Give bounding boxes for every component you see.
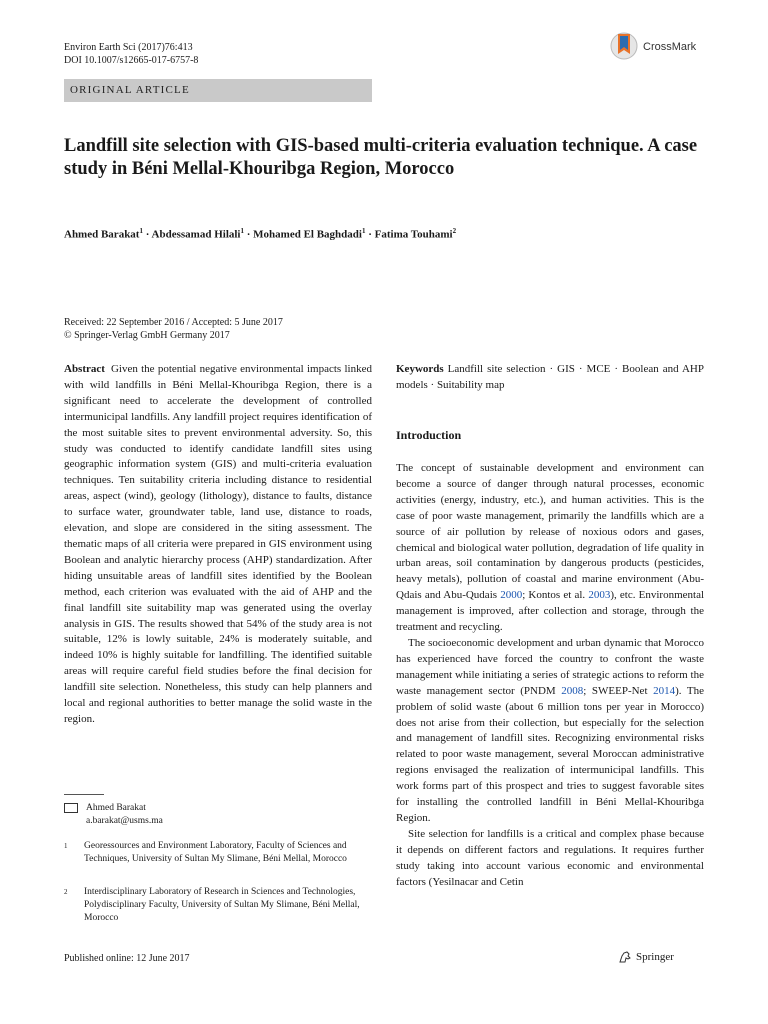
citation-link[interactable]: 2014: [653, 684, 676, 697]
author-name[interactable]: Ahmed Barakat: [64, 228, 140, 241]
corresponding-author: Ahmed Barakat: [86, 803, 146, 813]
citation-link[interactable]: 2000: [500, 589, 523, 602]
crossmark-icon: [610, 30, 638, 64]
author-name[interactable]: Abdessamad Hilali: [151, 228, 241, 241]
affiliation-number: 2: [64, 888, 68, 896]
citation-link[interactable]: 2003: [588, 589, 611, 602]
paragraph-text: ; Kontos et al.: [522, 589, 589, 602]
affiliation-text: Georessources and Environment Laboratory, Faculty of Sciences and Techniques, University of Sultan My Slimane, Béni Mellal, Morocco: [84, 841, 347, 864]
paragraph-text: ). The problem of solid waste (about 6 million tons per year in Morocco) does not arise from their collection, but especially for the selection and management of landfill sites. Recognizing environmental risks related to poor waste management, several Moroccan administrative regions envisaged the realization of intermunicipal landfills. This work forms part of this prospect and tries to suggest favorable sites for installing the controlled landfill in Béni Mellal-Khouribga Region.: [396, 684, 704, 824]
paragraph-text: ; SWEEP-Net: [583, 684, 654, 697]
introduction-body: [396, 461, 704, 890]
paragraph: Site selection for landfills is a critical and complex phase because it depends on different factors and regulations. It requires further study taking into account various economic and environmental factors (Yesilnacar and Cetin: [396, 827, 704, 888]
author-list: Ahmed Barakat$^1$ · Abdessamad Hilali$^1$ · Mohamed El Baghdadi$^1$ · Fatima Touhami$^2$: [64, 227, 457, 241]
abstract: [64, 362, 372, 728]
journal-meta: [64, 41, 198, 67]
publisher-logo: [618, 950, 674, 964]
crossmark-label: CrossMark: [643, 41, 697, 53]
author-name[interactable]: Fatima Touhami: [374, 228, 453, 241]
publication-dates: [64, 316, 283, 342]
affiliation: [64, 840, 364, 866]
author-affiliation-mark: 1: [240, 227, 244, 235]
footnote-separator: [64, 794, 104, 795]
paper-title: Landfill site selection with GIS-based multi-criteria evaluation technique. A case study in Béni Mellal-Khouribga Region, Morocco: [64, 136, 698, 179]
correspondence: [64, 802, 163, 828]
corresponding-email[interactable]: a.barakat@usms.ma: [86, 816, 163, 826]
paragraph-text: The concept of sustainable development and environment can become a source of danger through natural processes, economic activities (energy, industry, etc.), and human activities. This is the case of poor waste management, primarily the landfills which are a source of air pollution by release of noxious odors and gases, chemical and biological water pollution, degradation of life quality in urban areas, soil contamination by dangerous products (pesticides, heavy metals), pollution of coastal and marine environment (Abu-Qdais and Abu-Qudais: [396, 462, 704, 602]
paragraph: [396, 461, 704, 636]
keywords-heading: Keywords: [396, 363, 444, 375]
keywords: [396, 362, 704, 394]
envelope-icon: [64, 803, 78, 813]
paragraph-text: ), etc. Environmental management is improved, after collection and storage, through the treatment and recycling.: [396, 589, 705, 634]
affiliation: [64, 886, 364, 925]
author-name[interactable]: Mohamed El Baghdadi: [253, 228, 362, 241]
springer-horse-icon: [618, 950, 632, 964]
doi[interactable]: DOI 10.1007/s12665-017-6757-8: [64, 55, 199, 66]
author-affiliation-mark: 1: [361, 227, 366, 235]
article-type-banner: ORIGINAL ARTICLE: [64, 79, 372, 102]
keywords-text: Landfill site selection · GIS · MCE · Boolean and AHP models · Suitability map: [396, 363, 704, 391]
affiliation-number: 1: [64, 842, 68, 850]
section-heading-introduction: Introduction: [396, 428, 462, 442]
journal-citation: Environ Earth Sci (2017)76:413: [64, 42, 193, 53]
copyright-line: © Springer-Verlag GmbH Germany 2017: [64, 330, 230, 341]
paragraph-text: The socioeconomic development and urban dynamic that Morocco has experienced have forced the country to confront the waste management while initiating a series of strategic actions to reform the waste management sector (PNDM: [396, 636, 704, 697]
citation-link[interactable]: 2008: [561, 684, 584, 697]
abstract-text: Given the potential negative environmental impacts linked with wild landfills in Béni Mellal-Khouribga Region, there is a significant need to accelerate the development of controlled intermunicipal landfills. Any landfill project requires identification of the most suitable sites to prevent environmental adversity. So, this study was conducted to identify candidate landfill sites using geographic information system (GIS) and multi-criteria evaluation techniques. Ten suitability criteria including distance to residential areas, aspect (wind), geology (lithology), distance to faults, distance to surface water, groundwater table, land use, distance to roads, elevation, and slope are considered in the siting assessment. The thematic maps of all criteria were prepared in GIS environment using Boolean and analytic hierarchy process (AHP) standardization. After hiding unsuitable areas of landfill sites identified by the Boolean method, each criterion was evaluated with the aid of AHP and the final landfill site suitability map was generated using the overlay analysis in GIS. The results showed that 54% of the study area is not suitable, 12% is lowly suitable, 24% is moderately suitable, and indeed 10% is highly suitable for landfilling. The identified suitable areas will require careful field studies before the final decision for landfill site selection. Nonetheless, this study can help planners and local and regional authorities to better manage the solid waste in the region.: [64, 363, 372, 725]
author-affiliation-mark: 1: [139, 227, 143, 235]
published-online: Published online: 12 June 2017: [64, 953, 190, 964]
author-affiliation-mark: 2: [452, 227, 457, 235]
publisher-name: Springer: [636, 951, 674, 963]
abstract-heading: Abstract: [64, 363, 105, 375]
received-accepted: Received: 22 September 2016 / Accepted: 5 June 2017: [64, 317, 283, 328]
affiliation-text: Interdisciplinary Laboratory of Research in Sciences and Technologies, Polydisciplinary Faculty, University of Sultan My Slimane, Béni Mellal, Morocco: [84, 887, 360, 923]
crossmark-badge[interactable]: [610, 30, 696, 64]
paragraph: [396, 636, 704, 827]
